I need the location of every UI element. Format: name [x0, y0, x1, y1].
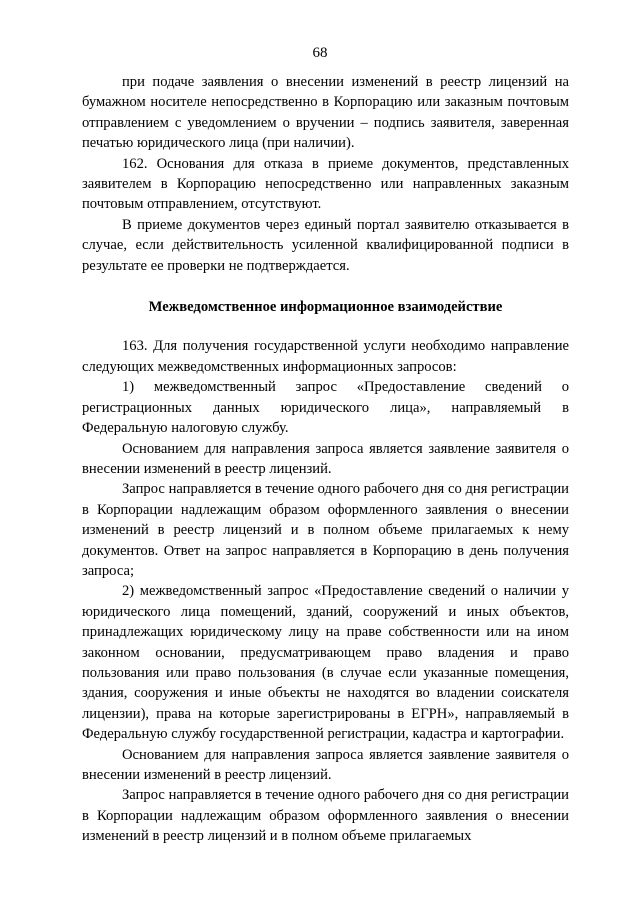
section-heading: Межведомственное информационное взаимодействие — [148, 299, 503, 316]
paragraph-request-2-timing: Запрос направляется в течение одного рабочего дня со дня регистрации в Корпорации надлежащим образом оформленного заявления о внесении изменений в реестр лицензий и в полном объеме прилагаемых — [82, 787, 569, 845]
page-number: 68 — [312, 45, 328, 61]
paragraph-request-1-timing: Запрос направляется в течение одного рабочего дня со дня регистрации в Корпорации надлежащим образом оформленного заявления о внесении изменений в реестр лицензий и в полном объеме прилагаемых к нему документов. Ответ на запрос направляется в Корпорацию в день получения запроса; — [82, 481, 569, 579]
paragraph-request-1-basis: Основанием для направления запроса является заявление заявителя о внесении изменений в реестр лицензий. — [82, 440, 569, 477]
document-body — [82, 72, 569, 847]
paragraph-request-2: 2) межведомственный запрос «Предоставление сведений о наличии у юридического лица помещений, зданий, сооружений и иных объектов, принадлежащих юридическому лицу на праве собственности или на ином законном основании, предусматривающем право владения и право пользования или право пользования (в случае если указанные помещения, здания, сооружения и иные объекты не находятся во владении соискателя лицензии), права на которые зарегистрированы в ЕГРН», направляемый в Федеральную службу государственной регистрации, кадастра и картографии. — [82, 583, 569, 743]
paragraph-signature-requirement: при подаче заявления о внесении изменений в реестр лицензий на бумажном носителе непосредственно в Корпорацию или заказным почтовым отправлением с уведомлением о вручении – подпись заявителя, заверенная печатью юридического лица (при наличии). — [82, 74, 569, 152]
paragraph-162-no-refusal-grounds: 162. Основания для отказа в приеме документов, представленных заявителем в Корпорацию непосредственно или направленных заказным почтовым отправлением, отсутствуют. — [82, 155, 569, 213]
paragraph-request-2-basis: Основанием для направления запроса является заявление заявителя о внесении изменений в реестр лицензий. — [82, 746, 569, 783]
paragraph-portal-refusal: В приеме документов через единый портал заявителю отказывается в случае, если действительность усиленной квалифицированной подписи в результате ее проверки не подтверждается. — [82, 216, 569, 274]
paragraph-163-intro: 163. Для получения государственной услуги необходимо направление следующих межведомственных информационных запросов: — [82, 338, 569, 375]
paragraph-request-1: 1) межведомственный запрос «Предоставление сведений о регистрационных данных юридического лица», направляемый в Федеральную налоговую службу. — [82, 379, 569, 437]
